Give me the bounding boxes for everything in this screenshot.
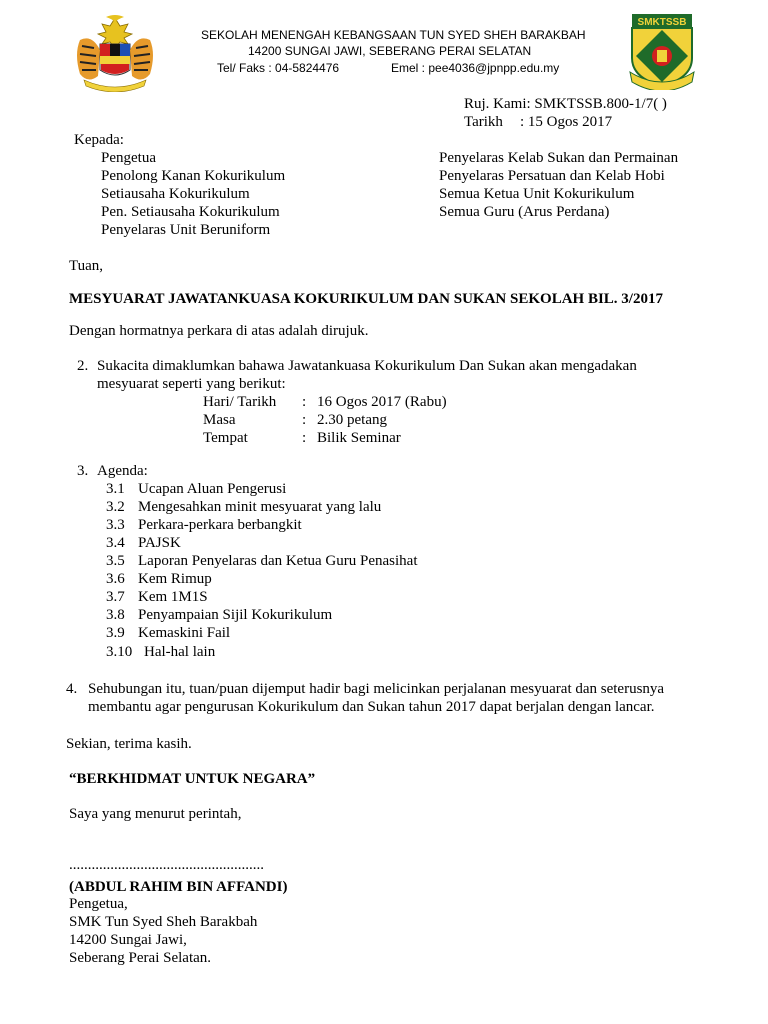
paragraph-number: 3. [77, 463, 89, 479]
agenda-item-text: Kem 1M1S [138, 589, 208, 605]
malaysia-coat-of-arms-logo [66, 14, 164, 92]
agenda-item-text: Laporan Penyelaras dan Ketua Guru Penasihat [138, 553, 418, 569]
recipient-right: Semua Guru (Arus Perdana) [439, 204, 610, 220]
paragraph-2-line: Sukacita dimaklumkan bahawa Jawatankuasa Kokurikulum Dan Sukan akan mengadakan [97, 358, 637, 374]
agenda-item-number: 3.6 [106, 571, 125, 587]
recipient-right: Semua Ketua Unit Kokurikulum [439, 186, 635, 202]
intro-paragraph: Dengan hormatnya perkara di atas adalah dirujuk. [69, 323, 369, 339]
agenda-item-number: 3.10 [106, 644, 133, 660]
agenda-item-text: Mengesahkan minit mesyuarat yang lalu [138, 499, 382, 515]
agenda-item-number: 3.2 [106, 499, 125, 515]
agenda-item-text: Penyampaian Sijil Kokurikulum [138, 607, 333, 623]
agenda-item-number: 3.1 [106, 481, 125, 497]
agenda-item-text: PAJSK [138, 535, 181, 551]
recipient-right: Penyelaras Kelab Sukan dan Permainan [439, 150, 679, 166]
recipient-left: Penyelaras Unit Beruniform [101, 222, 271, 238]
meeting-detail-value: Bilik Seminar [317, 430, 401, 446]
agenda-item-number: 3.3 [106, 517, 125, 533]
meeting-detail-colon: : [302, 412, 307, 428]
meeting-detail-label: Masa [203, 412, 236, 428]
signatory-address: 14200 Sungai Jawi, [69, 932, 187, 948]
meeting-detail-label: Hari/ Tarikh [203, 394, 277, 410]
school-name: SEKOLAH MENENGAH KEBANGSAAN TUN SYED SHEH BARAKBAH [201, 28, 586, 42]
school-email: Emel : pee4036@jpnpp.edu.my [391, 61, 560, 75]
letter-date-label: Tarikh [464, 114, 503, 130]
letter-date: : 15 Ogos 2017 [520, 114, 613, 130]
signature-line: .................................................... [69, 857, 264, 873]
school-phone: Tel/ Faks : 04-5824476 [217, 61, 340, 75]
agenda-heading: Agenda: [97, 463, 148, 479]
signatory-name: (ABDUL RAHIM BIN AFFANDI) [69, 879, 288, 895]
paragraph-number: 4. [66, 681, 78, 697]
paragraph-4-line: Sehubungan itu, tuan/puan dijemput hadir bagi melicinkan perjalanan mesyuarat dan seterusnya [88, 681, 665, 697]
badge-text: SMKTSSB [637, 17, 687, 28]
signatory-address: Seberang Perai Selatan. [69, 950, 212, 966]
meeting-detail-colon: : [302, 430, 307, 446]
recipient-left: Penolong Kanan Kokurikulum [101, 168, 286, 184]
school-address: 14200 SUNGAI JAWI, SEBERANG PERAI SELATAN [248, 44, 532, 58]
agenda-item-number: 3.9 [106, 625, 125, 641]
letter-subject: MESYUARAT JAWATANKUASA KOKURIKULUM DAN SUKAN SEKOLAH BIL. 3/2017 [69, 291, 663, 307]
agenda-item-text: Hal-hal lain [144, 644, 216, 660]
meeting-detail-label: Tempat [203, 430, 248, 446]
agenda-item-text: Ucapan Aluan Pengerusi [138, 481, 287, 497]
paragraph-4-line: membantu agar pengurusan Kokurikulum dan Sukan tahun 2017 dapat berjalan dengan lancar. [88, 699, 655, 715]
agenda-item-number: 3.8 [106, 607, 125, 623]
agenda-item-text: Perkara-perkara berbangkit [138, 517, 302, 533]
agenda-item-number: 3.4 [106, 535, 125, 551]
recipients-heading: Kepada: [74, 132, 124, 148]
agenda-item-text: Kemaskini Fail [138, 625, 231, 641]
recipient-right: Penyelaras Persatuan dan Kelab Hobi [439, 168, 665, 184]
recipient-left: Setiausaha Kokurikulum [101, 186, 250, 202]
obey-text: Saya yang menurut perintah, [69, 806, 242, 822]
agenda-item-text: Kem Rimup [138, 571, 212, 587]
school-badge-logo [626, 12, 698, 90]
reference-number: Ruj. Kami: SMKTSSB.800-1/7( ) [464, 96, 667, 112]
meeting-detail-value: 16 Ogos 2017 (Rabu) [317, 394, 447, 410]
meeting-detail-value: 2.30 petang [317, 412, 387, 428]
signatory-org: SMK Tun Syed Sheh Barakbah [69, 914, 258, 930]
recipient-left: Pen. Setiausaha Kokurikulum [101, 204, 280, 220]
paragraph-number: 2. [77, 358, 89, 374]
agenda-item-number: 3.7 [106, 589, 125, 605]
salutation: Tuan, [69, 258, 104, 274]
paragraph-2-line: mesyuarat seperti yang berikut: [97, 376, 286, 392]
signatory-title: Pengetua, [69, 896, 128, 912]
agenda-item-number: 3.5 [106, 553, 125, 569]
motto: “BERKHIDMAT UNTUK NEGARA” [69, 771, 316, 787]
recipient-left: Pengetua [101, 150, 156, 166]
closing-text: Sekian, terima kasih. [66, 736, 192, 752]
meeting-detail-colon: : [302, 394, 307, 410]
